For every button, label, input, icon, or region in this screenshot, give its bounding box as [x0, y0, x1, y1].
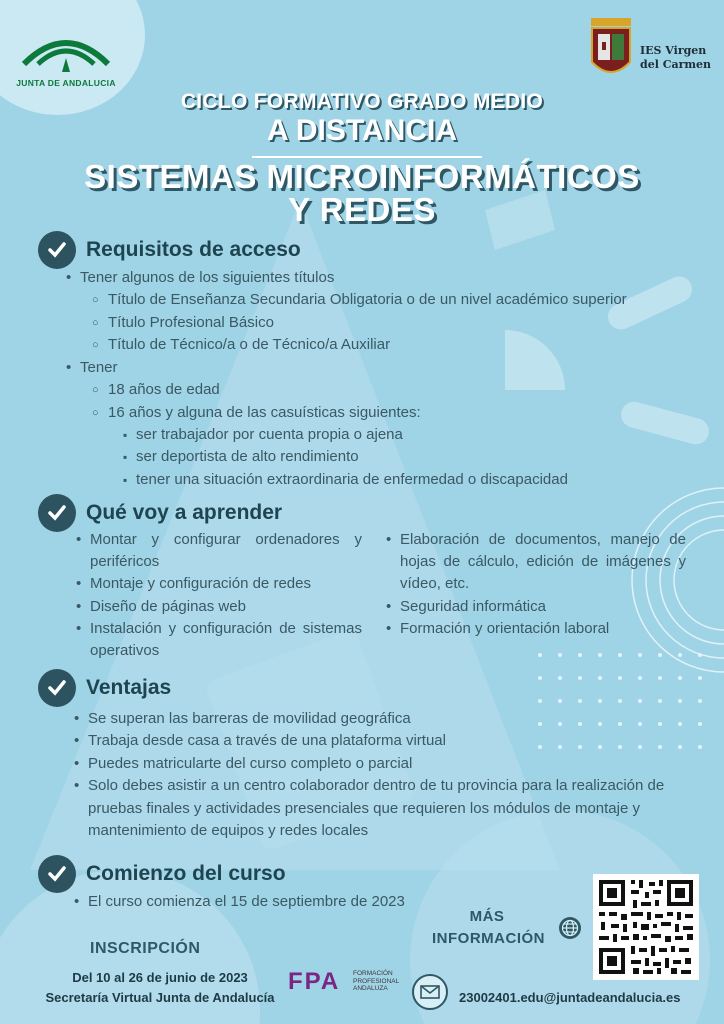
list-item: • Se superan las barreras de movilidad geográfica	[88, 708, 411, 730]
section-requisitos-header	[38, 231, 301, 269]
ies-crest-icon	[588, 14, 634, 82]
checkmark-icon	[38, 855, 76, 893]
fpa-logo: FPA	[288, 968, 341, 995]
list-item: • Diseño de páginas web	[90, 596, 246, 618]
inscripcion-dates: Del 10 al 26 de junio de 2023	[72, 970, 248, 985]
checkmark-icon	[38, 494, 76, 532]
inscripcion-place: Secretaría Virtual Junta de Andalucía	[45, 990, 275, 1005]
list-item: • Puedes matricularte del curso completo o parcial	[88, 753, 412, 775]
list-item: • Montaje y configuración de redes	[90, 573, 311, 595]
contact-email[interactable]: 23002401.edu@juntadeandalucia.es	[459, 990, 681, 1005]
list-item: ○ 16 años y alguna de las casuísticas siguientes:	[108, 402, 421, 424]
junta-label: JUNTA DE ANDALUCIA	[16, 78, 116, 88]
checkmark-icon	[38, 231, 76, 269]
mail-icon[interactable]	[412, 974, 448, 1010]
list-item: • Formación y orientación laboral	[400, 618, 609, 640]
start-date-text: • El curso comienza el 15 de septiembre de 2023	[88, 891, 405, 913]
list-item: ▪ tener una situación extraordinaria de enfermedad o discapacidad	[136, 469, 568, 491]
list-item: • Seguridad informática	[400, 596, 546, 618]
section-title: Qué voy a aprender	[86, 501, 283, 524]
list-item: • Tener	[80, 357, 118, 379]
section-title: Ventajas	[86, 676, 172, 699]
title-cycle: CICLO FORMATIVO GRADO MEDIO	[180, 90, 544, 113]
fpa-subtitle: FORMACIÓN PROFESIONAL ANDALUZA	[353, 970, 399, 992]
section-aprender-header	[38, 494, 282, 532]
list-item: • Instalación y configuración de sistemas operativos	[90, 618, 362, 662]
more-info-title: MÁS INFORMACIÓN	[432, 908, 545, 947]
list-item: ▪ ser deportista de alto rendimiento	[136, 446, 359, 468]
list-item: ○ Título de Técnico/a o de Técnico/a Auxiliar	[108, 334, 390, 356]
title-mode: A DISTANCIA	[267, 114, 457, 147]
inscripcion-title: INSCRIPCIÓN	[90, 940, 201, 957]
title-course-line2: Y REDES	[288, 191, 436, 228]
list-item: • Solo debes asistir a un centro colaborador dentro de tu provincia para la realización de pruebas finales y actividades presenciales que requieren los módulos de montaje y mantenimiento de equipos y redes locales	[88, 775, 688, 843]
ies-name: IES Virgen del Carmen	[640, 44, 712, 71]
list-item: ▪ ser trabajador por cuenta propia o ajena	[136, 424, 403, 446]
list-item: • Tener algunos de los siguientes títulos	[80, 267, 334, 289]
list-item: • Trabaja desde casa a través de una plataforma virtual	[88, 730, 446, 752]
section-title: Comienzo del curso	[86, 862, 286, 885]
qr-code[interactable]	[593, 874, 699, 980]
title-course-line1: SISTEMAS MICROINFORMÁTICOS	[84, 158, 640, 195]
list-item: • Elaboración de documentos, manejo de hojas de cálculo, edición de imágenes y vídeo, etc.	[400, 529, 686, 595]
section-title: Requisitos de acceso	[86, 238, 301, 261]
list-item: ○ 18 años de edad	[108, 379, 220, 401]
section-comienzo-header	[38, 855, 286, 893]
section-ventajas-header	[38, 669, 171, 707]
list-item: ○ Título Profesional Básico	[108, 312, 274, 334]
list-item: ○ Título de Enseñanza Secundaria Obligatoria o de un nivel académico superior	[108, 289, 627, 311]
title-course	[0, 160, 724, 226]
globe-icon[interactable]	[558, 916, 582, 940]
list-item: • Montar y configurar ordenadores y periféricos	[90, 529, 362, 573]
checkmark-icon	[38, 669, 76, 707]
